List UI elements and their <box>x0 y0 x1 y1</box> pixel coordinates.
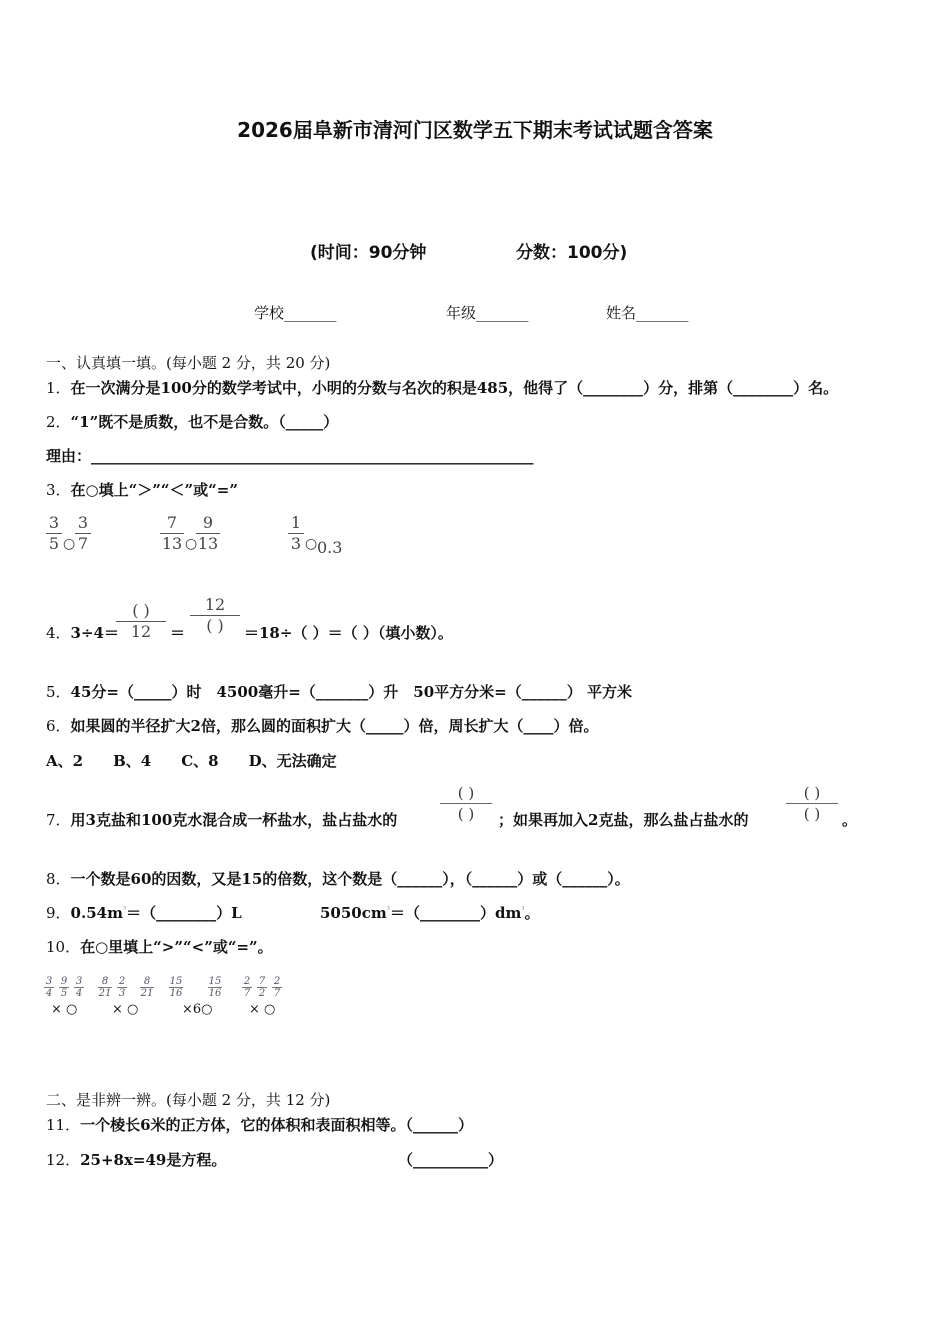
decimal-value: 0.3 <box>317 538 343 557</box>
denominator: 7 <box>77 534 89 553</box>
small-fraction: $\frac{7}{2}$ <box>258 976 266 999</box>
question-12 <box>46 1149 226 1170</box>
question-text: ＝（________）dm <box>389 904 522 922</box>
numerator: 3 <box>75 513 91 534</box>
question-7-part1 <box>46 809 397 830</box>
question-2 <box>46 411 338 432</box>
question-text: 在一次满分是100分的数学考试中，小明的分数与名次的积是485，他得了（________）分，排第（________）名。 <box>70 379 839 397</box>
question-number: 10． <box>46 938 81 956</box>
question-number: 9． <box>46 904 71 922</box>
question-5 <box>46 681 632 702</box>
denominator: 5 <box>48 534 60 553</box>
reason-line: 理由：___________________________________________________________ <box>46 447 534 465</box>
question-number: 11． <box>46 1116 81 1134</box>
question-6 <box>46 715 599 736</box>
score-info: 分数：100分) <box>516 243 628 263</box>
question-9-part2 <box>320 902 540 923</box>
fraction <box>190 595 240 636</box>
question-text: “1”既不是质数，也不是合数。（_____） <box>70 413 339 431</box>
name-field: 姓名_______ <box>606 304 689 322</box>
small-fraction: $\frac{15}{16}$ <box>208 976 222 999</box>
question-7-end: 。 <box>842 811 858 829</box>
denominator: 13 <box>197 534 219 553</box>
denominator-blank: ( ) <box>803 805 821 823</box>
question-11 <box>46 1114 473 1135</box>
question-number: 5． <box>46 683 71 701</box>
small-fraction: $\frac{2}{7}$ <box>273 976 281 999</box>
question-number: 8． <box>46 870 71 888</box>
denominator-blank: ( ) <box>206 616 224 635</box>
small-fraction: $\frac{2}{3}$ <box>118 976 126 999</box>
question-text: 3÷4＝ <box>70 624 119 642</box>
denominator: 3 <box>290 534 302 553</box>
question-7-part2: ；如果再加入2克盐，那么盐占盐水的 <box>498 811 749 829</box>
question-text: 在○里填上“>”“<”或“=”。 <box>80 938 273 956</box>
question-number: 3． <box>46 481 71 499</box>
blank-fraction <box>440 783 492 824</box>
question-text: ＝（________）L <box>126 904 242 922</box>
question-text: 一个数是60的因数，又是15的倍数，这个数是（______），（______）或（______）。 <box>70 870 630 888</box>
numerator-blank: ( ) <box>440 783 492 804</box>
answer-blank: （__________） <box>398 1151 504 1169</box>
question-8 <box>46 868 630 889</box>
question-text: 如果圆的半径扩大2倍，那么圆的面积扩大（_____）倍，周长扩大（____）倍。 <box>70 717 599 735</box>
section-2-heading: 二、是非辨一辨。(每小题 2 分，共 12 分) <box>46 1091 331 1109</box>
question-1 <box>46 377 838 398</box>
small-fraction: $\frac{15}{16}$ <box>169 976 183 999</box>
question-4-lead <box>46 622 119 643</box>
compare-circle: ○ <box>63 536 76 552</box>
numerator: 9 <box>196 513 220 534</box>
question-3 <box>46 479 238 500</box>
operators: ×6○ <box>182 1002 213 1017</box>
small-fraction: $\frac{8}{21}$ <box>98 976 112 999</box>
question-4-tail: ＝18÷（ ）＝（ ）（填小数）。 <box>244 624 453 642</box>
time-info: (时间：90分钟 <box>310 243 427 263</box>
question-text: 在○填上“＞”“＜”或“=” <box>70 481 238 499</box>
question-number: 4． <box>46 624 71 642</box>
fraction <box>160 513 184 554</box>
question-number: 12． <box>46 1151 81 1169</box>
compare-circle: ○ <box>305 536 318 552</box>
superscript: ³ <box>386 905 390 914</box>
numerator: 7 <box>160 513 184 534</box>
fraction <box>75 513 91 554</box>
small-fraction: $\frac{3}{4}$ <box>75 976 83 999</box>
fraction <box>46 513 62 554</box>
small-fraction: $\frac{9}{5}$ <box>60 976 68 999</box>
fraction <box>116 601 166 642</box>
numerator: 1 <box>288 513 304 534</box>
numerator: 3 <box>46 513 62 534</box>
denominator-blank: ( ) <box>457 805 475 823</box>
question-text: 45分=（_____）时 4500毫升=（_______）升 50平方分米=（______） 平方米 <box>70 683 632 701</box>
question-9-part1 <box>46 902 242 923</box>
fraction <box>196 513 220 554</box>
school-field: 学校_______ <box>254 304 337 322</box>
operators: × ○ <box>112 1002 139 1017</box>
question-text: 0.54m <box>70 904 123 922</box>
question-number: 2． <box>46 413 71 431</box>
small-fraction: $\frac{8}{21}$ <box>140 976 154 999</box>
question-text: 一个棱长6米的正方体，它的体积和表面积相等。（______） <box>80 1116 474 1134</box>
question-number: 1． <box>46 379 71 397</box>
superscript: ³ <box>521 905 525 914</box>
question-text: 5050cm <box>320 904 387 922</box>
superscript: ³ <box>122 905 127 914</box>
question-text: 用3克盐和100克水混合成一杯盐水，盐占盐水的 <box>70 811 398 829</box>
section-1-heading: 一、认真填一填。(每小题 2 分，共 20 分) <box>46 354 331 372</box>
fraction <box>288 513 304 554</box>
small-fraction: $\frac{2}{7}$ <box>243 976 251 999</box>
numerator-blank: ( ) <box>786 783 838 804</box>
question-number: 7． <box>46 811 71 829</box>
question-10 <box>46 936 273 957</box>
operators: × ○ <box>249 1002 276 1017</box>
denominator: 13 <box>161 534 183 553</box>
compare-circle: ○ <box>185 536 198 552</box>
grade-field: 年级_______ <box>446 304 529 322</box>
question-number: 6． <box>46 717 71 735</box>
question-6-options: A、2 B、4 C、8 D、无法确定 <box>46 752 337 770</box>
numerator-blank: ( ) <box>116 601 166 622</box>
operators: × ○ <box>51 1002 78 1017</box>
blank-fraction <box>786 783 838 824</box>
question-text: 。 <box>524 904 540 922</box>
numerator: 12 <box>190 595 240 616</box>
equals-sign: ＝ <box>170 624 186 642</box>
small-fraction: $\frac{3}{4}$ <box>45 976 53 999</box>
denominator: 12 <box>130 622 152 641</box>
page-title: 2026届阜新市清河门区数学五下期末考试试题含答案 <box>237 118 713 142</box>
question-text: 25+8x=49是方程。 <box>80 1151 227 1169</box>
